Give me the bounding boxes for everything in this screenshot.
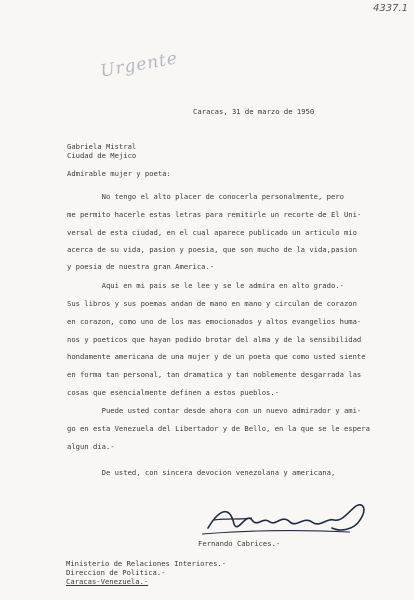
body-line: cosas que esencialmente definen a estos pueblos.- [67, 388, 280, 397]
sender-department: Direccion de Politica.- [66, 568, 166, 577]
body-line: go en esta Venezuela del Libertador y de Bello, en la que se le espera [67, 424, 370, 433]
recipient-city: Ciudad de Mejico [67, 151, 137, 160]
body-line: me permito hacerle estas letras para remitirle un recorte de El Uni- [67, 210, 362, 219]
body-line: Aqui en mi pais se le lee y se le admira en alto grado.- [67, 281, 344, 290]
body-line: Sus libros y sus poemas andan de mano en mano y circulan de corazon [67, 299, 357, 308]
recipient-name: Gabriela Mistral [67, 142, 137, 151]
sender-location: Caracas-Venezuela.- [66, 577, 149, 586]
body-line: y poesia de nuestra gran America.- [67, 262, 215, 271]
body-line: en forma tan personal, tan dramatica y tan noblemente desgarrada las [67, 370, 362, 379]
handwritten-signature [200, 498, 380, 540]
body-line: algun dia.- [67, 442, 115, 451]
body-line: acerca de su vida, pasion y poesia, que son mucho de la vida,pasion [67, 245, 357, 254]
body-line: nos y poeticos que hayan podido brotar del alma y de la sensibilidad [67, 335, 362, 344]
sender-ministry: Ministerio de Relaciones Interiores.- [66, 559, 227, 568]
body-line: hondamente americana de una mujer y de un poeta que como usted siente [67, 352, 366, 361]
body-line: versal de esta ciudad, en el cual aparece publicado un articulo mio [67, 228, 357, 237]
archive-number: 4337.1 [373, 3, 408, 14]
signer-name: Fernando Cabrices.- [198, 539, 281, 548]
body-line: en corazon, como uno de los mas emocionados y altos evangelios huma- [67, 317, 362, 326]
body-line: No tengo el alto placer de conocerla personalmente, pero [67, 192, 344, 201]
body-line: Puede usted contar desde ahora con un nuevo admirador y ami- [67, 406, 362, 415]
date-line: Caracas, 31 de marzo de 1950 [193, 107, 315, 116]
body-line: De usted, con sincera devocion venezolana y americana, [67, 468, 336, 477]
salutation: Admirable mujer y poeta: [67, 169, 171, 178]
pencil-annotation: Urgente [98, 48, 180, 82]
